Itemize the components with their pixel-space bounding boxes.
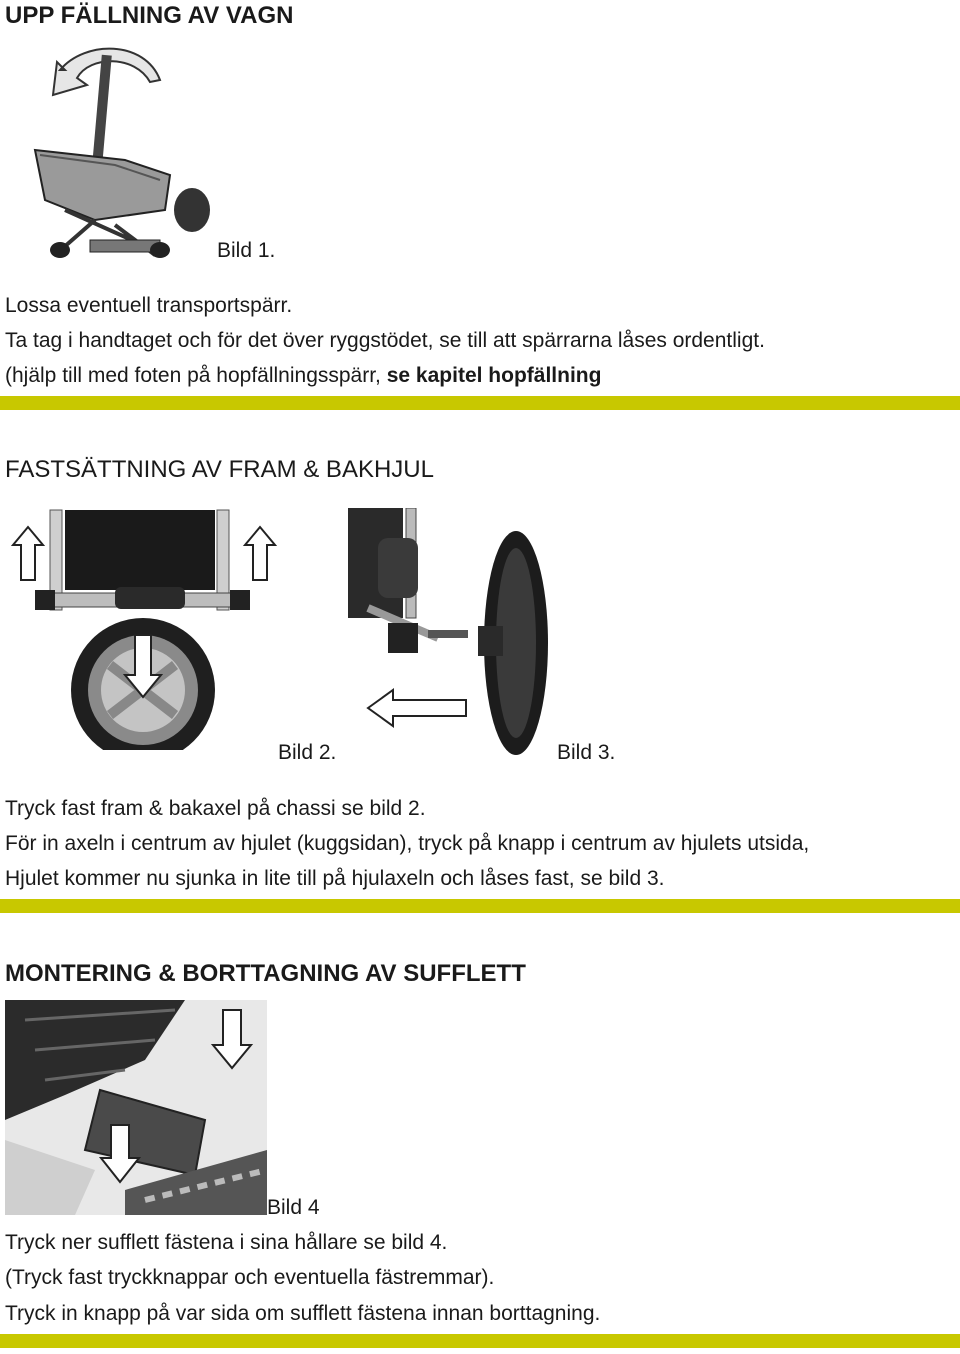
instruction-line-3 (5, 364, 601, 388)
canopy-mounting-illustration (5, 1000, 267, 1215)
section-title-wheels: FASTSÄTTNING AV FRAM & BAKHJUL (5, 456, 434, 483)
wheel-attachment-illustration (348, 508, 558, 758)
section-divider (0, 1334, 960, 1348)
section-title-canopy: MONTERING & BORTTAGNING AV SUFFLETT (5, 960, 526, 987)
instruction-line-3-text: (hjälp till med foten på hopfällningsspärr, (5, 364, 387, 387)
instruction-line-3: Hjulet kommer nu sjunka in lite till på hjulaxeln och låses fast, se bild 3. (5, 867, 665, 890)
figure-caption-bild3: Bild 3. (557, 741, 616, 764)
instruction-line-1: Tryck ner sufflett fästena i sina hållare se bild 4. (5, 1231, 448, 1254)
section-divider (0, 899, 960, 913)
figure-caption-bild2: Bild 2. (278, 741, 337, 764)
section-divider (0, 396, 960, 410)
instruction-line-1: Tryck fast fram & bakaxel på chassi se bild 2. (5, 797, 426, 820)
axle-attachment-illustration (5, 505, 280, 750)
instruction-line-2: För in axeln i centrum av hjulet (kuggsidan), tryck på knapp i centrum av hjulets utsida, (5, 832, 810, 855)
instruction-line-1: Lossa eventuell transportspärr. (5, 294, 293, 317)
figure-caption-bild4: Bild 4 (267, 1196, 320, 1219)
figure-caption-bild1: Bild 1. (217, 239, 276, 262)
section-title-unfolding: UPP FÄLLNING AV VAGN (5, 2, 294, 29)
stroller-unfold-illustration (5, 40, 220, 260)
instruction-line-3: Tryck in knapp på var sida om sufflett fästena innan borttagning. (5, 1302, 601, 1325)
chapter-reference: se kapitel hopfällning (386, 364, 602, 387)
instruction-line-2: Ta tag i handtaget och för det över ryggstödet, se till att spärrarna låses ordentligt. (5, 329, 765, 352)
instruction-line-2: (Tryck fast tryckknappar och eventuella fästremmar). (5, 1266, 495, 1289)
